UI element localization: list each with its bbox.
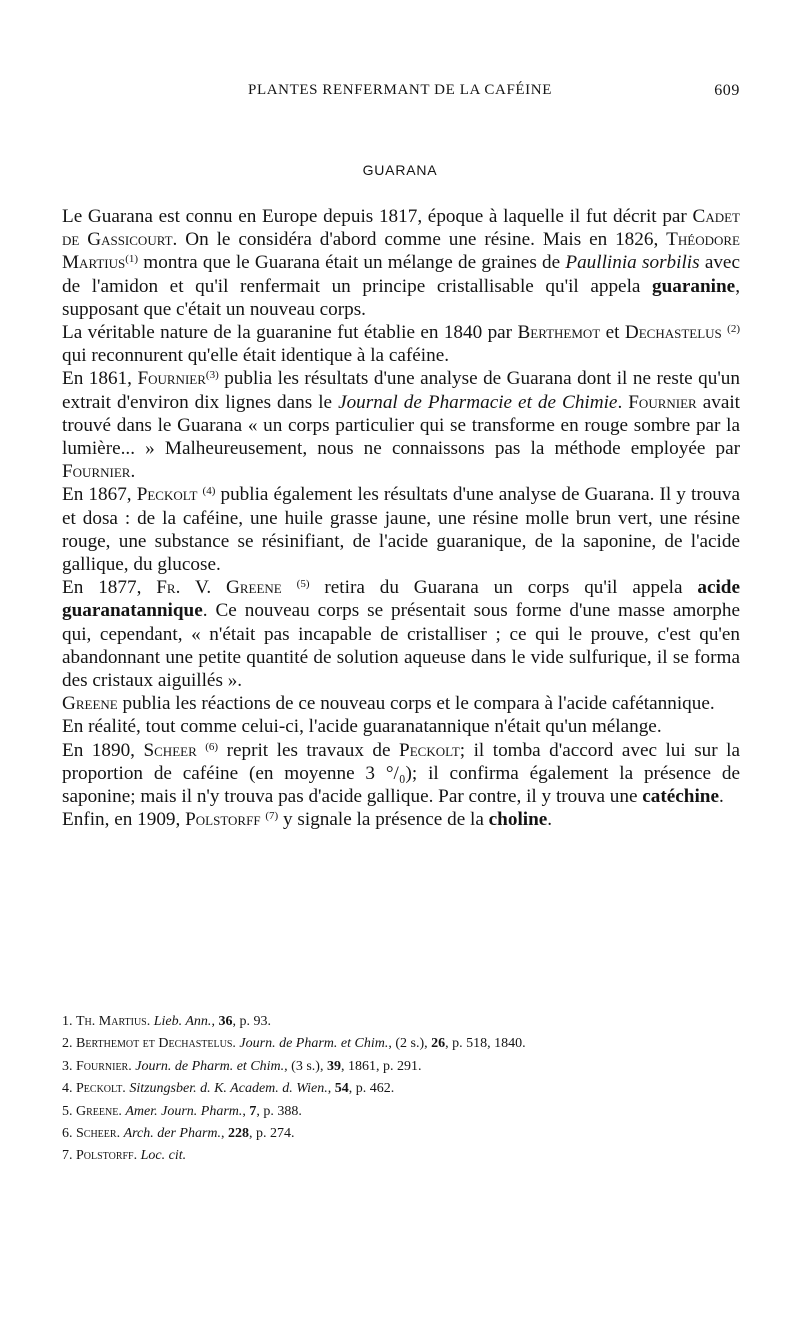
footnote xyxy=(62,1123,740,1145)
footnote-text: , p. 518, 1840. xyxy=(445,1036,526,1052)
text-run: Le Guarana est connu en Europe depuis 1817, époque à laquelle il fut décrit par xyxy=(62,206,693,227)
paragraph-5: En 1877, Fr. V. Greene $^{(5)}$ retira du Guarana un corps qu'il appela acide guaranatannique. Ce nouveau corps se présentait sous forme d'une masse amorphe qui, cependant, « n'était pas incapable de cristalliser ; ce qui le prouve, c'est qu'en abandonnant une petite quantité de solution aqueuse dans le vide sulfurique, il se forma des cristaux aiguillés ». xyxy=(62,577,740,692)
author-name: Fournier xyxy=(137,368,206,390)
paragraph-6 xyxy=(62,692,740,715)
paragraph-1: Le Guarana est connu en Europe depuis 1817, époque à laquelle il fut décrit par Cadet de Gassicourt. On le considéra d'abord comme une résine. Mais en 1826, Théodore Martius$^{(1)}$ montra que le Guarana était un mélange de graines de Paullinia sorbilis avec de l'amidon et qu'il renfermait un principe cristallisable qu'il appela guaranine, supposant que c'était un nouveau corps. xyxy=(62,206,740,320)
footnote-volume: 7 xyxy=(249,1103,257,1119)
text-run: . xyxy=(617,391,629,413)
text-run: retira du Guarana un corps qu'il appela xyxy=(309,577,698,599)
paragraph-9: Enfin, en 1909, Polstorff $^{(7)}$ y signale la présence de la choline. xyxy=(62,809,553,831)
text-run: En réalité, tout comme celui-ci, l'acide guaranatannique n'était qu'un mélange. xyxy=(62,716,662,738)
footnote-ref: 2 xyxy=(730,323,737,336)
footnote xyxy=(62,1056,740,1078)
footnote-author: Polstorff. xyxy=(76,1148,138,1164)
text-run: et xyxy=(600,322,625,344)
bold-term: guaranine xyxy=(652,275,736,297)
footnote-number: 6. xyxy=(62,1126,73,1142)
footnote-text: , p. 274. xyxy=(249,1126,295,1142)
footnote xyxy=(62,1078,740,1100)
running-head xyxy=(60,82,740,106)
footnote-volume: 26 xyxy=(431,1036,446,1052)
text-run: avec de l'amidon et qu'il renfermait un principe cristallisable qu'il appela xyxy=(62,252,740,297)
footnote-work: Journ. de Pharm. et Chim. xyxy=(135,1058,285,1074)
footnote-work: Amer. Journ. Pharm. xyxy=(125,1103,243,1119)
footnote xyxy=(62,1145,740,1167)
body-text xyxy=(62,205,740,831)
author-name: Peckolt xyxy=(399,739,460,761)
text-run: En 1867, xyxy=(62,484,137,506)
author-name: Fr. V. Greene xyxy=(156,577,282,599)
paragraph-2: La véritable nature de la guaranine fut établie en 1840 par Berthemot et Dechastelus $^{(2)}$ qui reconnurent qu'elle était identique à la caféine. xyxy=(62,322,740,367)
section-title: GUARANA xyxy=(362,162,438,178)
footnote-work: Lieb. Ann. xyxy=(153,1014,212,1029)
footnote-author: Scheer. xyxy=(76,1126,121,1142)
species-name: Paullinia sorbilis xyxy=(565,252,700,274)
page-number: 609 xyxy=(714,82,740,99)
text-run: . xyxy=(547,809,553,831)
footnote-text: , (3 s.), xyxy=(284,1058,327,1074)
footnote-number: 5. xyxy=(62,1103,73,1119)
footnote-text: , (2 s.), xyxy=(388,1036,432,1052)
footnote-number: 2. xyxy=(62,1036,73,1052)
bold-term: choline xyxy=(488,809,548,831)
footnote-text: , xyxy=(221,1126,229,1142)
footnote-text: , xyxy=(242,1103,250,1119)
text-run: y signale la présence de la xyxy=(278,809,489,831)
text-run: publia également les résultats d'une analyse de Guarana. Il y trouva et dosa : de la caféine, une huile grasse jaune, une résine molle brun vert, une résine rouge, une substance se résinifiant, de l'acide guaranique, de la saponine, de l'acide gallique, du glucose. xyxy=(62,484,741,576)
text-run: reprit les travaux de xyxy=(218,739,400,761)
text-run: La véritable nature de la guaranine fut établie en 1840 par xyxy=(62,322,518,344)
footnote-work: Journ. de Pharm. et Chim. xyxy=(239,1036,389,1052)
text-run: . xyxy=(130,461,136,483)
footnote-work: Loc. cit. xyxy=(140,1148,187,1164)
footnote-number: 3. xyxy=(62,1058,73,1074)
paragraph-4: En 1867, Peckolt $^{(4)}$ publia également les résultats d'une analyse de Guarana. Il y trouva et dosa : de la caféine, une huile grasse jaune, une résine molle brun vert, une résine rouge, une substance se résinifiant, de l'acide guaranique, de la saponine, de l'acide gallique, du glucose. xyxy=(62,484,741,576)
footnote-number: 7. xyxy=(62,1148,73,1164)
footnote-volume: 54 xyxy=(334,1081,349,1097)
text-run: ; il tomba d'accord avec lui sur la proportion de caféine (en moyenne 3 °/₀); il confirma également la présence de saponine; mais il n'y trouva pas d'acide gallique. Par contre, il y trouva une xyxy=(62,739,740,808)
footnote-ref: 3 xyxy=(209,369,216,382)
author-name: Théodore Martius xyxy=(62,229,740,274)
footnote xyxy=(62,1101,740,1123)
text-run: Enfin, en 1909, xyxy=(62,809,186,831)
text-run: publia les résultats d'une analyse de Guarana dont il ne reste qu'un extrait d'environ dix lignes dans le xyxy=(62,368,740,413)
footnote-ref: 7 xyxy=(269,810,275,823)
author-name: Greene xyxy=(62,693,118,715)
footnote-work: Arch. der Pharm. xyxy=(123,1126,222,1142)
footnote-text: , xyxy=(327,1081,335,1097)
text-run: . Ce nouveau corps se présentait sous forme d'une masse amorphe qui, cependant, « n'était pas incapable de cristalliser ; ce qui le prouve, c'est qu'en abandonnant une petite quantité de solution aqueuse dans le vide sulfurique, il se forma des cristaux aiguillés ». xyxy=(62,600,740,692)
bold-term: acide guaranatannique xyxy=(62,577,740,622)
text-run: En 1877, xyxy=(62,577,157,599)
footnote-number: 1. xyxy=(62,1014,73,1029)
footnote-author: Fournier. xyxy=(76,1058,132,1074)
author-name: Fournier xyxy=(628,391,697,413)
text-run: publia les réactions de ce nouveau corps et le compara à l'acide cafétannique. xyxy=(117,693,715,715)
footnote-text: , 1861, p. 291. xyxy=(340,1058,422,1074)
footnote-ref: 6 xyxy=(208,740,215,753)
text-run: En 1890, xyxy=(62,739,144,761)
footnote-text: , xyxy=(211,1014,219,1029)
bold-term: catéchine xyxy=(642,786,719,808)
footnote-author: Th. Martius. xyxy=(76,1014,151,1029)
author-name: Peckolt xyxy=(136,484,198,506)
text-run: qui reconnurent qu'elle était identique à la caféine. xyxy=(62,345,450,367)
footnote-ref: 4 xyxy=(206,485,212,498)
author-name: Scheer xyxy=(143,739,197,761)
footnote-text: , p. 388. xyxy=(256,1103,302,1119)
author-name: Cadet de Gassicourt xyxy=(62,206,740,251)
paragraph-3: En 1861, Fournier$^{(3)}$ publia les résultats d'une analyse de Guarana dont il ne reste qu'un extrait d'environ dix lignes dans le Journal de Pharmacie et de Chimie. Fournier avait trouvé dans le Guarana « un corps particulier qui se transforme en rouge sombre par la lumière... » Malheureusement, nous ne connaissons pas la méthode employée par Fournier. xyxy=(62,368,741,483)
journal-title: Journal de Pharmacie et de Chimie xyxy=(338,391,618,413)
footnote-work: Sitzungsber. d. K. Academ. d. Wien. xyxy=(129,1081,328,1097)
footnote-text: , p. 93. xyxy=(232,1014,271,1029)
text-run: . xyxy=(719,786,724,808)
footnote-number: 4. xyxy=(62,1081,73,1097)
author-name: Dechastelus xyxy=(624,322,722,344)
text-run: avait trouvé dans le Guarana « un corps particulier qui se transforme en rouge sombre par la lumière... » Malheureusement, nous ne connaissons pas la méthode employée par xyxy=(62,391,741,460)
text-run: , supposant que c'était un nouveau corps. xyxy=(62,275,740,320)
author-name: Berthemot xyxy=(517,322,601,344)
footnote-author: Greene. xyxy=(76,1103,122,1119)
footnote-ref: 5 xyxy=(300,578,306,591)
author-name: Polstorff xyxy=(185,809,261,831)
paragraph-7 xyxy=(62,715,740,738)
paragraph-8: En 1890, Scheer $^{(6)}$ reprit les travaux de Peckolt; il tomba d'accord avec lui sur la proportion de caféine (en moyenne 3 °/₀); il confirma également la présence de saponine; mais il n'y trouva pas d'acide gallique. Par contre, il y trouva une catéchine. xyxy=(62,739,740,808)
text-run: En 1861, xyxy=(62,368,138,390)
footnote xyxy=(62,1011,740,1033)
footnote-volume: 36 xyxy=(218,1014,233,1029)
footnote-volume: 228 xyxy=(228,1126,250,1142)
footnote-volume: 39 xyxy=(326,1058,341,1074)
footnotes xyxy=(62,1011,740,1168)
footnote xyxy=(62,1033,740,1055)
text-run: montra que le Guarana était un mélange de graines de xyxy=(138,252,566,274)
text-run: . On le considéra d'abord comme une résine. Mais en 1826, xyxy=(172,229,667,251)
footnote-text: , p. 462. xyxy=(348,1081,395,1097)
running-title: PLANTES RENFERMANT DE LA CAFÉINE xyxy=(248,82,552,98)
footnote-author: Peckolt. xyxy=(76,1081,126,1097)
author-name: Fournier xyxy=(62,461,131,483)
footnote-author: Berthemot et Dechastelus. xyxy=(76,1036,236,1052)
footnote-ref: 1 xyxy=(128,253,135,266)
